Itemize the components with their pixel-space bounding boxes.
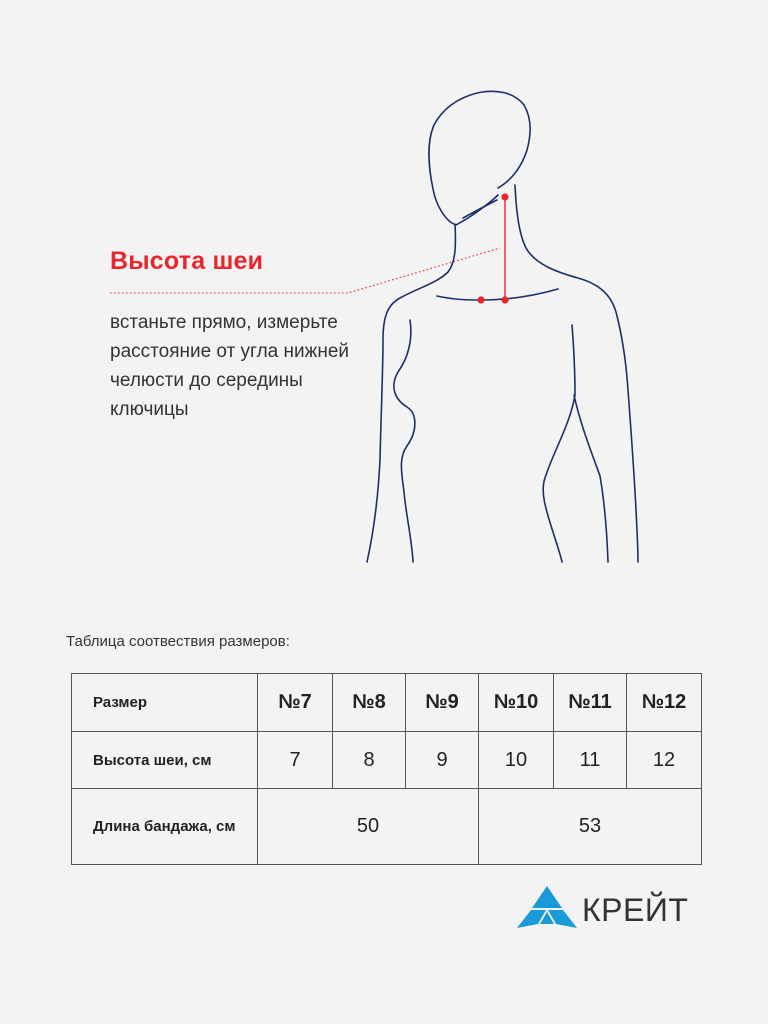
size-cell: №9	[406, 674, 479, 732]
collar-marker	[477, 296, 484, 303]
size-cell: №12	[627, 674, 702, 732]
right-arm-outline	[543, 325, 575, 562]
row-header-bandage-length: Длина бандажа, см	[72, 789, 258, 865]
row-header-neck-height: Высота шеи, см	[72, 732, 258, 789]
left-torso-outline	[394, 320, 415, 562]
height-cell: 12	[627, 732, 702, 789]
measurement-title: Высота шеи	[110, 247, 264, 275]
height-cell: 10	[479, 732, 554, 789]
brand-logo	[516, 884, 706, 934]
height-cell: 8	[333, 732, 406, 789]
head-outline	[429, 91, 530, 225]
size-table	[71, 673, 702, 865]
length-cell: 53	[479, 789, 702, 865]
jaw-marker	[501, 193, 508, 200]
neck-right-outline	[515, 185, 638, 562]
clavicle-marker	[501, 296, 508, 303]
size-cell: №8	[333, 674, 406, 732]
table-caption: Таблица соотвествия размеров:	[66, 633, 290, 650]
size-cell: №10	[479, 674, 554, 732]
height-cell: 11	[554, 732, 627, 789]
brand-name: КРЕЙТ	[582, 892, 689, 928]
left-body-outline	[367, 224, 455, 562]
brand-triangle-icon	[516, 884, 578, 930]
chin-outline	[463, 200, 497, 218]
right-arm-inner-outline	[574, 395, 608, 562]
size-cell: №7	[258, 674, 333, 732]
row-header-size: Размер	[72, 674, 258, 732]
collar-outline	[437, 289, 558, 300]
height-cell: 9	[406, 732, 479, 789]
length-cell: 50	[258, 789, 479, 865]
size-cell: №11	[554, 674, 627, 732]
measurement-instruction: встаньте прямо, измерьте расстояние от угла нижней челюсти до середины ключицы	[110, 312, 349, 420]
height-cell: 7	[258, 732, 333, 789]
